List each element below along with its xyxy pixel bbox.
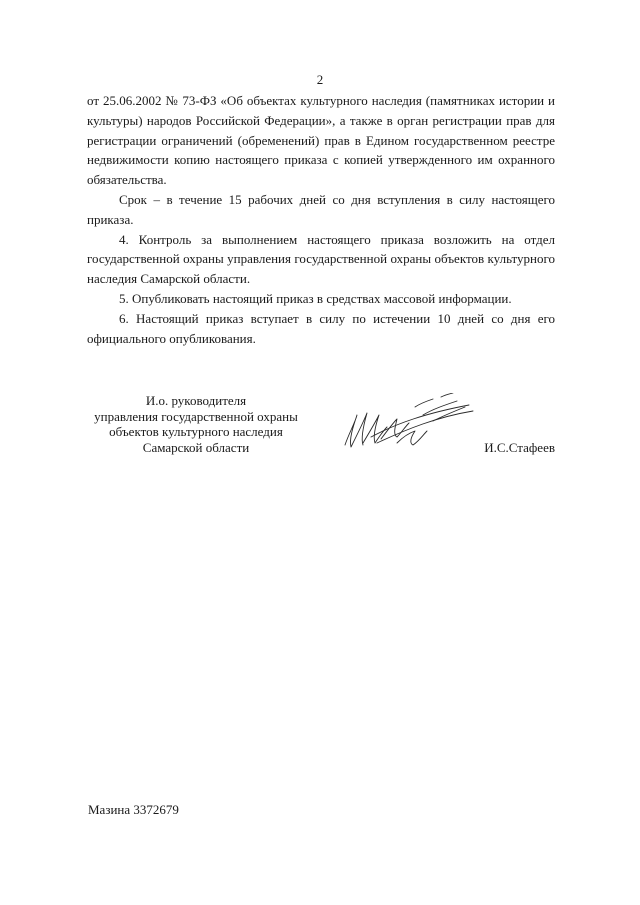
paragraph-deadline: Срок – в течение 15 рабочих дней со дня вступления в силу настоящего приказа. (87, 191, 555, 227)
signer-title-line: И.о. руководителя (145, 393, 247, 408)
handwritten-signature (337, 393, 477, 457)
signer-title (85, 393, 307, 455)
signature-block (85, 393, 555, 463)
paragraph-continuation: от 25.06.2002 № 73-ФЗ «Об объектах культурного наследия (памятниках истории и культуры) народов Российской Федерации», а также в орган регистрации прав для регистрации ограничений (обременений) прав в Едином государственном реестре недвижимости копию настоящего приказа с копией утвержденного им охранного обязательства. (87, 93, 555, 188)
signer-name: И.С.Стафеев (484, 440, 555, 455)
signer-title-line: Самарской области (142, 439, 250, 455)
page-number: 2 (316, 72, 324, 87)
paragraph-item-5: 5. Опубликовать настоящий приказ в средствах массовой информации. (119, 290, 512, 306)
signer-title-line: управления государственной охраны (94, 408, 298, 424)
signer-title-line: объектов культурного наследия (109, 424, 283, 440)
paragraph-item-4: 4. Контроль за выполнением настоящего приказа возложить на отдел государственной охраны управления государственной охраны объектов культурного наследия Самарской области. (87, 231, 555, 287)
paragraph-item-6: 6. Настоящий приказ вступает в силу по истечении 10 дней со дня его официального опубликования. (87, 310, 555, 346)
executor-note: Мазина 3372679 (88, 802, 179, 817)
document-body (87, 91, 555, 348)
